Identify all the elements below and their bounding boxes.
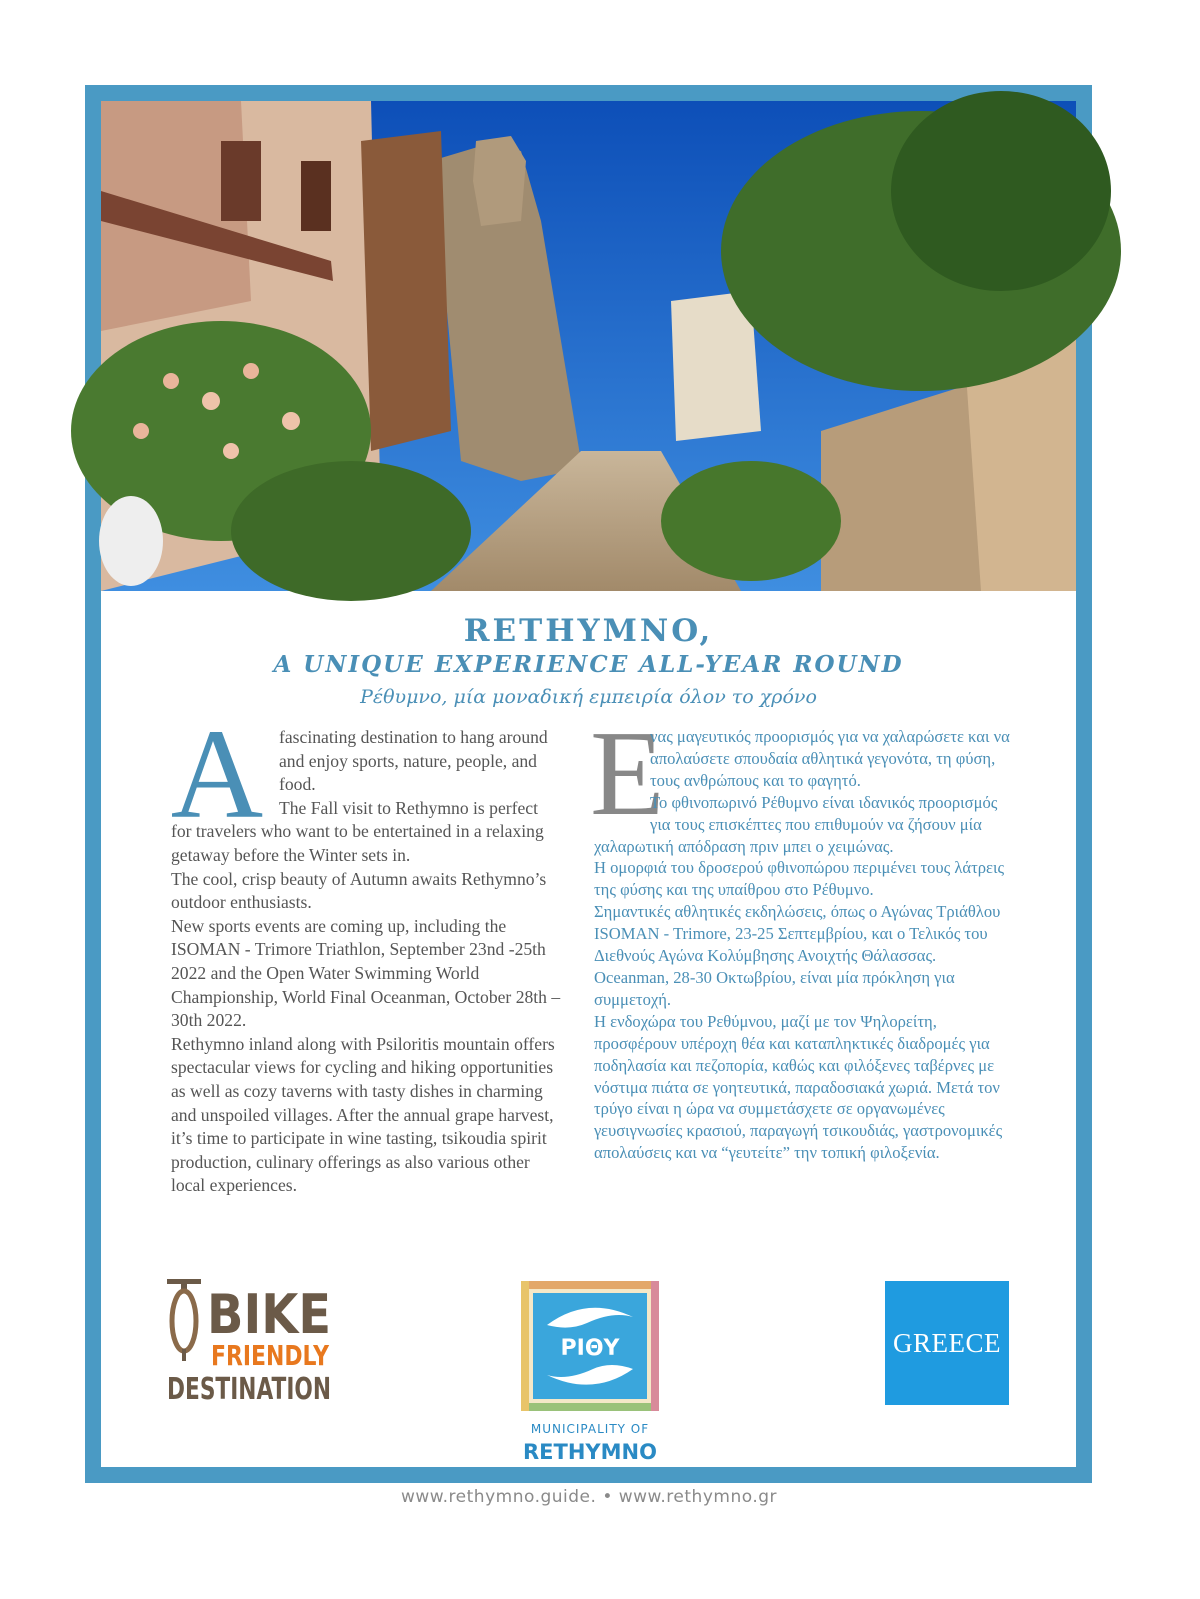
municipality-line2: RETHYMNO	[523, 1440, 657, 1464]
greece-logo-label: GREECE	[893, 1327, 1001, 1358]
bike-logo-line2: FRIENDLY	[211, 1339, 330, 1372]
bicycle-icon	[167, 1279, 201, 1361]
bike-logo-line1: BIKE	[207, 1283, 331, 1346]
greek-paragraph: Η ομορφιά του δροσερού φθινοπώρου περιμένει τους λάτρεις της φύσης και της υπαίθρου στο Ρέθυμνο.	[594, 858, 1005, 900]
drop-cap-english: A	[170, 703, 264, 845]
bike-logo-line3: DESTINATION	[167, 1372, 331, 1407]
english-paragraph: The Fall visit to Rethymno is perfect for travelers who want to be entertained in a relaxing getaway before the Winter sets in.	[171, 797, 544, 865]
page-frame	[85, 85, 1092, 1483]
greece-logo	[885, 1281, 1009, 1405]
english-paragraph: The cool, crisp beauty of Autumn awaits Rethymno’s outdoor enthusiasts.	[171, 868, 547, 913]
english-column	[170, 703, 561, 1198]
footer-urls: www.rethymno.guide. • www.rethymno.gr	[401, 1487, 777, 1507]
bike-friendly-logo	[167, 1277, 347, 1407]
greek-paragraph: Το φθινοπωρινό Ρέθυμνο είναι ιδανικός προορισμός για τους επισκέπτες που επιθυμούν να ζήσουν μία χαλαρωτική απόδραση πριν μπει ο χειμώνας.	[594, 792, 998, 856]
english-paragraph: Rethymno inland along with Psiloritis mountain offers spectacular views for cycling and hiking opportunities as well as cozy taverns with tasty dishes in charming and unspoiled villages. After the annual grape harvest, it’s time to participate in wine tasting, tsikoudia spirit production, culinary offerings as also various other local experiences.	[171, 1033, 555, 1196]
page-subtitle-greek: Ρέθυμνο, μία μοναδική εμπειρία όλον το χρόνο	[360, 686, 817, 708]
english-paragraph: New sports events are coming up, including the ISOMAN - Trimore Triathlon, September 23nd -25th 2022 and the Open Water Swimming World Championship, World Final Oceanman, October 28th – 30th 2022.	[171, 915, 561, 1031]
title-block	[101, 613, 1076, 711]
old-town-street-photo	[101, 101, 1076, 591]
english-paragraph: fascinating destination to hang around and enjoy sports, nature, people, and food.	[279, 727, 548, 795]
page-title: RETHYMNO,	[463, 613, 714, 649]
municipality-mark: ΡΙΘΥ	[560, 1336, 620, 1361]
page-subtitle: A UNIQUE EXPERIENCE ALL-YEAR ROUND	[273, 651, 904, 678]
municipality-line1: MUNICIPALITY OF	[530, 1422, 650, 1436]
greek-column	[590, 706, 1014, 1164]
greek-paragraph: νας μαγευτικός προορισμός για να χαλαρώσετε και να απολαύσετε σπουδαία αθλητικά γεγονότα, τη φύση, τους ανθρώπους και το φαγητό.	[650, 727, 1010, 790]
greek-paragraph: Σημαντικές αθλητικές εκδηλώσεις, όπως ο Αγώνας Τριάθλου ISOMAN - Trimore, 23-25 Σεπτεμβρίου, και ο Τελικός του Διεθνούς Αγώνα Κολύμβησης Ανοιχτής Θάλασσας. Oceanman, 28-30 Οκτωβρίου, είναι μία πρόκληση για συμμετοχή.	[594, 902, 1001, 1009]
municipality-logo	[517, 1277, 663, 1467]
drop-cap-greek: Ε	[590, 706, 665, 841]
greek-paragraph: Η ενδοχώρα του Ρεθύμνου, μαζί με τον Ψηλορείτη, προσφέρουν υπέροχη θέα και καταπληκτικές διαδρομές για ποδηλασία και πεζοπορία, καθώς και φιλόξενες ταβέρνες με νόστιμα πιάτα σε γοητευτικά, παραδοσιακά χωριά. Μετά τον τρύγο είναι η ώρα να συμμετάσχετε σε οργανωμένες γευσιγνωσίες κρασιού, παραγωγή τσικουδιάς, γαστρονομικές απολαύσεις και να “γευτείτε” την τοπική φιλοξενία.	[594, 1011, 1003, 1163]
